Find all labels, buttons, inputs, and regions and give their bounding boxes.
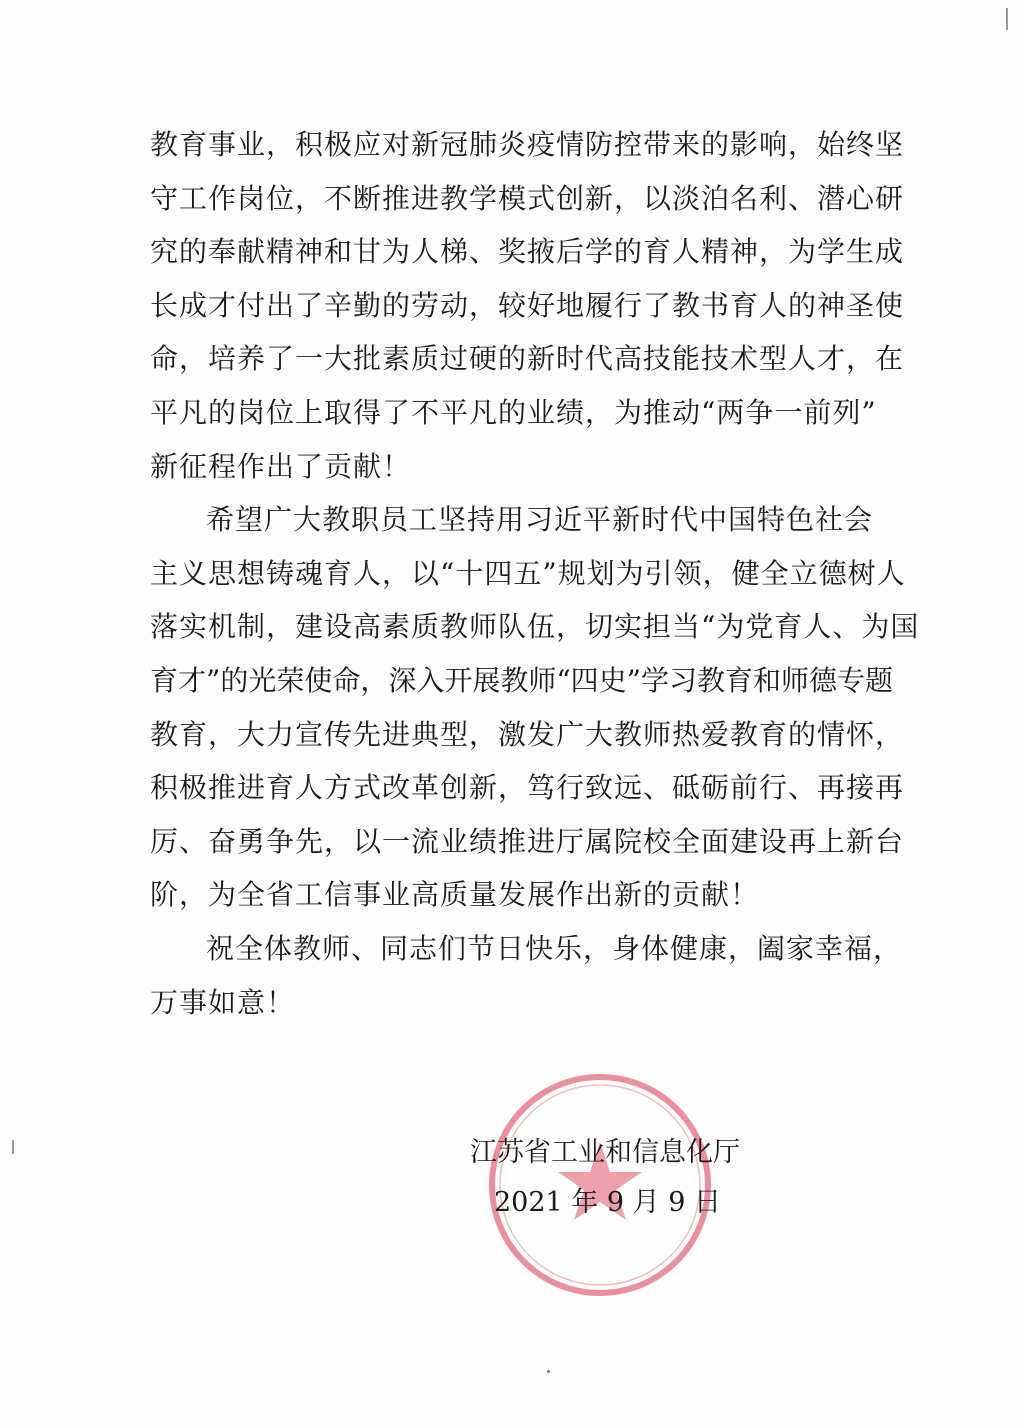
scan-edge-mark: [1006, 8, 1008, 30]
body-line: 长成才付出了辛勤的劳动，较好地履行了教书育人的神圣使: [150, 288, 905, 322]
body-line: 积极推进育人方式改革创新，笃行致远、砥砺前行、再接再: [150, 771, 905, 805]
body-line: 希望广大教职员工坚持用习近平新时代中国特色社会: [206, 503, 874, 537]
body-line: 主义思想铸魂育人，以“十四五”规划为引领，健全立德树人: [150, 556, 906, 590]
scan-speck: [547, 1370, 550, 1373]
body-line: 祝全体教师、同志们节日快乐，身体健康，阖家幸福，: [206, 931, 903, 965]
letter-body: [150, 118, 920, 1029]
body-line: 究的奉献精神和甘为人梯、奖掖后学的育人精神，为学生成: [150, 235, 905, 269]
body-line: 落实机制，建设高素质教师队伍，切实担当“为党育人、为国: [150, 610, 920, 644]
body-line: 命，培养了一大批素质过硬的新时代高技能技术型人才，在: [150, 342, 905, 376]
body-line: 育才”的光荣使命，深入开展教师“四史”学习教育和师德专题: [150, 663, 893, 697]
body-line: 平凡的岗位上取得了不平凡的业绩，为推动“两争一前列”: [150, 395, 877, 429]
issue-date: 2021 年 9 月 9 日: [494, 1187, 721, 1218]
body-line: 教育，大力宣传先进典型，激发广大教师热爱教育的情怀，: [150, 717, 905, 751]
body-line: 新征程作出了贡献！: [150, 449, 412, 483]
issuing-organization: 江苏省工业和信息化厅: [470, 1137, 740, 1168]
body-line: 万事如意！: [150, 985, 296, 1019]
signature-block: [470, 1128, 750, 1228]
body-line: 厉、奋勇争先，以一流业绩推进厅属院校全面建设再上新台: [150, 824, 905, 858]
scan-edge-mark: [12, 1140, 14, 1154]
body-line: 阶，为全省工信事业高质量发展作出新的贡献！: [150, 878, 760, 912]
body-line: 教育事业，积极应对新冠肺炎疫情防控带来的影响，始终坚: [150, 128, 905, 161]
body-line: 守工作岗位，不断推进教学模式创新，以淡泊名利、潜心研: [150, 181, 905, 215]
